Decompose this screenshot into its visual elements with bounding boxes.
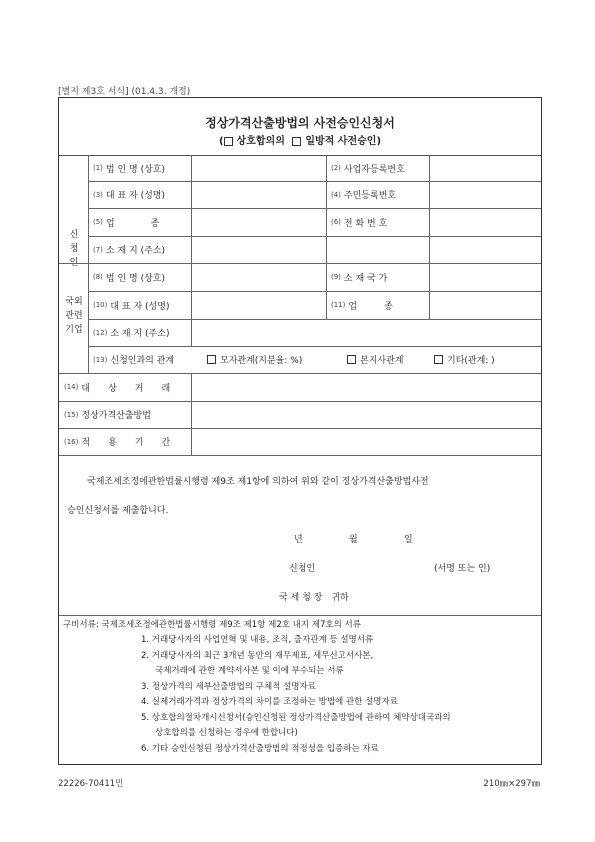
attachment-item: 4. 실제거래가격과 정상가격의 차이를 조정하는 방법에 관한 설명자료 [141,697,398,707]
attachments-title: 구비서류: 국제조세조정에관한법률시행령 제9조 제1항 제2호 내지 제7호의 서류 [63,620,361,630]
field-applicant-resident-number: (4) 주민등록번호 [331,190,397,201]
field-applicant-phone: (6) 전 화 번 호 [331,218,388,229]
footer-form-code: 22226-70411민 [58,779,124,789]
date-month: 월 [349,535,358,545]
field-relation: (13) 신청인과의 관계 [93,355,175,366]
relation-option-other[interactable]: 기타(관계: ) [434,346,495,373]
field-foreign-address: (12) 소 재 지 (주소) [93,328,170,339]
field-foreign-company-name: (8) 법 인 명 (상호) [93,273,165,284]
signature-note: (서명 또는 인) [434,564,491,574]
attachment-item: 국제거래에 관한 계약서사본 및 이에 부수되는 서류 [155,666,344,676]
form-title: 정상가격산출방법의 사전승인신청서 [205,116,395,130]
field-applicant-business-number: (2) 사업자등록번호 [331,164,405,175]
footer-paper-size: 210㎜×297㎜ [483,779,540,789]
form-subtitle: ( 상호합의의 일방적 사전승인) [218,136,382,147]
attachment-item: 6. 기타 승인신청된 정상가격산출방법의 적정성을 입증하는 자료 [141,744,379,754]
field-target-transaction: (14) 대 상 거 래 [64,383,171,394]
application-form [58,97,542,765]
statement-line-1: 국제조세조정에관한법률시행령 제9조 제1항에 의하여 위와 같이 정상가격산출방법사전 [87,477,429,487]
field-applicant-company-name: (1) 법 인 명 (상호) [93,164,165,175]
attachment-item: 1. 거래당사자의 사업연혁 및 내용, 조직, 출자관계 등 설명서류 [141,635,374,645]
checkbox-icon[interactable] [434,355,443,364]
subtitle-option-mutual: 상호합의 [236,136,276,147]
checkbox-icon[interactable] [347,355,356,364]
field-foreign-industry: (11) 업 종 [331,301,393,312]
checkbox-icon[interactable] [292,137,301,146]
field-pricing-method: (15) 정상가격산출방법 [64,410,151,421]
attachment-item: 3. 정상가격의 세부산출방법의 구체적 설명자료 [141,682,316,692]
attachment-item: 2. 거래당사자의 최근 3개년 동안의 재무제표, 세무신고서사본, [141,651,374,661]
date-day: 일 [404,535,413,545]
applicant-section-label: 신청인 [69,230,79,268]
checkbox-icon[interactable] [224,137,233,146]
attachment-item: 5. 상호합의절차개시신청서(승인신청된 정상가격산출방법에 관하여 체약상대국과의 [141,713,451,723]
field-foreign-representative: (10) 대 표 자 (성명) [93,301,170,312]
checkbox-icon[interactable] [207,355,216,364]
field-applicant-address: (7) 소 재 지 (주소) [93,245,165,256]
foreign-section-label: 국외관련기업 [65,297,83,335]
field-application-period: (16) 적 용 기 간 [64,437,171,448]
statement-line-2: 승인신청서를 제출합니다. [67,506,169,516]
recipient: 국 세 청 장 귀하 [279,593,349,603]
date-year: 년 [294,535,303,545]
relation-option-parent-subsidiary[interactable]: 모자관계(지분율: %) [207,346,302,373]
field-applicant-representative: (3) 대 표 자 (성명) [93,190,165,201]
attachment-item: 상호합의를 신청하는 경우에 한합니다) [155,728,298,738]
relation-option-head-branch[interactable]: 본지사관계 [347,346,403,373]
field-foreign-country: (9) 소 재 국 가 [331,273,388,284]
field-applicant-industry: (5) 업 종 [93,218,160,229]
subtitle-option-unilateral: 일방적 사전승인 [305,136,377,147]
applicant-signature-label: 신청인 [289,564,316,574]
form-number-note: [별지 제3호 서식] (01.4.3. 개정) [58,87,191,97]
title-box [59,98,541,156]
